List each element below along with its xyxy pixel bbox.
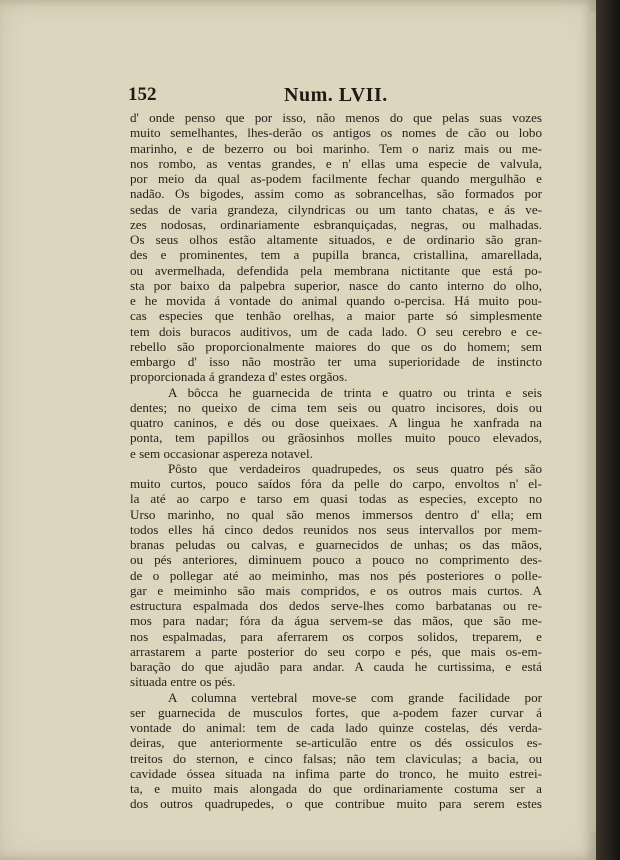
text-line: arrastarem a parte posterior do seu corpo e pés, que mais os-em-: [130, 643, 542, 659]
body-text: [130, 110, 542, 812]
text-line: gar e meiminho são mais compridos, e os outros mais curtos. A: [130, 582, 542, 598]
text-line: deiras, que anteriormente se-articulão entre os dés ossiculos es-: [130, 735, 542, 751]
paragraph: [130, 461, 542, 690]
text-line: rebello são proporcionalmente maiores do que os do homem; sem: [130, 338, 542, 354]
book-spine: [596, 0, 620, 860]
text-line: cavidade óssea situada na infima parte do tronco, he muito estrei-: [130, 765, 542, 781]
text-line: d' onde penso que por isso, não menos do que pelas suas vozes: [130, 110, 542, 125]
text-line: nos rombo, as ventas grandes, e n' ellas uma especie de valvula,: [130, 155, 542, 171]
text-line: zes nodosas, ordinariamente esbranquiçadas, negras, ou malhadas.: [130, 216, 542, 232]
text-line: ser guarnecida de musculos fortes, que a-podem fazer curvar á: [130, 704, 542, 720]
text-line: sedas de varia grandeza, cilyndricas ou um tanto chatas, e ás ve-: [130, 201, 542, 217]
text-line: dentes; no queixo de cima tem seis ou quatro incisores, dois ou: [130, 399, 542, 415]
text-line: tem dois buracos auditivos, um de cada lado. O seu cerebro e ce-: [130, 323, 542, 339]
text-line: proporcionada á grandeza d' estes orgãos.: [130, 369, 348, 385]
text-line: ta, e muito mais alongada do que ordinariamente costuma ser a: [130, 781, 542, 796]
text-line: muito semelhantes, lhes-derão os antigos os nomes de cão ou lobo: [130, 125, 542, 141]
paragraph: [130, 110, 542, 385]
text-line: todos elles há cinco dedos reunidos nos seus intervallos por mem-: [130, 521, 542, 537]
text-line: por meio da qual as-podem facilmente fechar quando mergulhão e: [130, 171, 542, 186]
text-line: treitos do sternon, e cinco falsas; não tem claviculas; a bacia, ou: [130, 750, 542, 766]
text-line: cas especies que tenhão orelhas, a maior parte só simplesmente: [130, 308, 542, 324]
text-line: nadão. Os bigodes, assim como as sobrancelhas, são formados por: [130, 186, 542, 202]
text-line: ou pés anteriores, diminuem pouco a pouco no comprimento des-: [130, 552, 542, 568]
text-line: ou avermelhada, defendida pela membrana nictitante que está po-: [130, 262, 542, 278]
text-line: A bôcca he guarnecida de trinta e quatro ou trinta e seis: [168, 384, 542, 400]
text-line: Urso marinho, no qual são menos immersos dentro d' ella; em: [130, 506, 542, 522]
text-line: marinho, e de bezerro ou boi marinho. Tem o nariz mais ou me-: [130, 140, 542, 156]
text-line: sta por baixo da palpebra superior, nasce do canto interno do olho,: [130, 277, 542, 293]
running-title: Num. LVII.: [284, 84, 388, 106]
text-line: estructura espalmada dos dedos serve-lhes como barbatanas ou re-: [130, 598, 542, 613]
text-line: nos espalmadas, para aferrarem os corpos solidos, treparem, e: [130, 628, 542, 644]
text-line: A columna vertebral move-se com grande facilidade por: [168, 689, 542, 705]
text-line: ponta, tem papillos ou grãosinhos molles muito pouco elevados,: [130, 430, 542, 446]
text-line: branas peludas ou calvas, e guarnecidos de unhas; os das mãos,: [130, 537, 542, 552]
text-line: situada entre os pés.: [130, 674, 236, 690]
text-line: e he movida á vontade do animal quando o-percisa. Há muito pou-: [130, 293, 542, 308]
text-line: dos outros quadrupedes, o que contribue muito para serem estes: [130, 796, 542, 812]
page-number: 152: [128, 84, 157, 105]
text-line: la até ao carpo e tarso em quasi todas as especies, excepto no: [130, 491, 542, 507]
paragraph: [130, 385, 542, 461]
text-line: embargo d' isso não mostrão ter uma superioridade de instincto: [130, 354, 542, 369]
text-line: mos para nadar; fóra da água servem-se das mãos, que são me-: [130, 613, 542, 629]
text-line: quatro caninos, e dés ou dose queixaes. A lingua he xanfrada na: [130, 415, 542, 430]
text-line: Os seus olhos estão altamente situados, e de ordinario são gran-: [130, 232, 542, 247]
text-line: baração do que ajudão para andar. A cauda he curtissima, e está: [130, 659, 542, 674]
text-line: e sem occasionar aspereza notavel.: [130, 445, 313, 461]
text-line: des e prominentes, tem a pupilla branca, cristallina, amarellada,: [130, 247, 542, 263]
paragraph: [130, 690, 542, 812]
text-line: muito curtos, pouco saídos fóra da pelle do carpo, envoltos n' el-: [130, 476, 542, 491]
text-line: de o pollegar até ao meiminho, mas nos pés posteriores o polle-: [130, 567, 542, 583]
text-line: vontade do animal: tem de cada lado quinze costelas, dés verda-: [130, 720, 542, 735]
text-line: Pôsto que verdadeiros quadrupedes, os seus quatro pés são: [168, 460, 542, 476]
page-header: [128, 82, 538, 110]
